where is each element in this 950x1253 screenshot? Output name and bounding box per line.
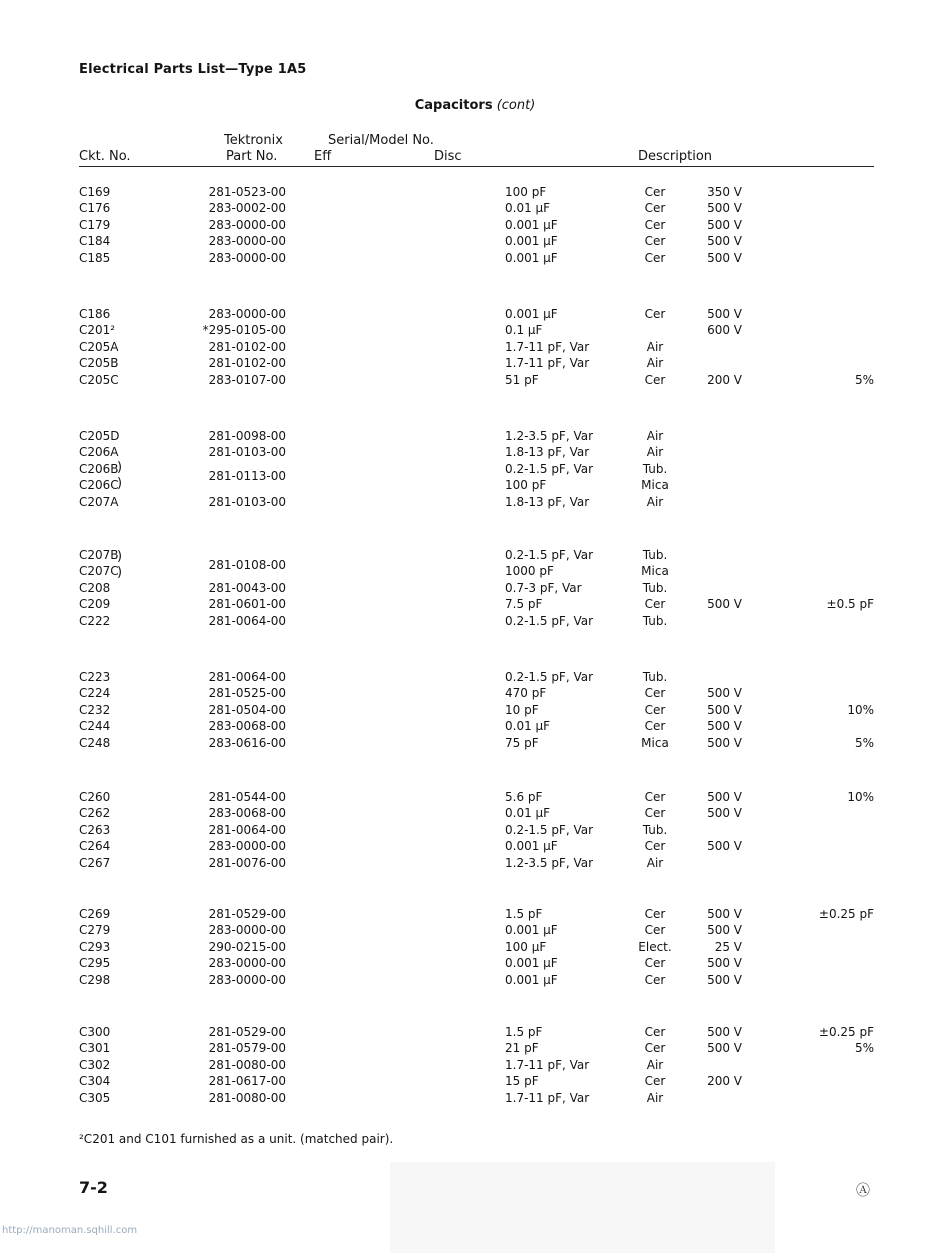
watermark-link[interactable]: http://manoman.sqhill.com — [2, 1225, 138, 1236]
description: 0.2-1.5 pF, Var — [505, 613, 594, 628]
part-number: 281-0617-00 — [208, 1074, 286, 1089]
description: 0.001 μF — [505, 234, 558, 249]
scan-smudge — [390, 1162, 775, 1253]
description: 470 pF — [505, 686, 547, 701]
tolerance: ±0.25 pF — [818, 907, 874, 921]
ckt-number: C300 — [79, 1025, 111, 1039]
page-header-title: Electrical Parts List—Type 1A5 — [79, 62, 307, 77]
voltage-rating: 500 V — [707, 217, 742, 232]
part-number: 281-0102-00 — [208, 356, 286, 371]
section-title-cont: (cont) — [496, 98, 536, 113]
part-number: 281-0043-00 — [208, 580, 286, 595]
tolerance: ±0.25 pF — [818, 1025, 874, 1039]
dielectric-type: Tub. — [642, 822, 668, 837]
description: 0.001 μF — [505, 217, 558, 232]
tolerance: 5% — [854, 735, 874, 750]
voltage-rating: 500 V — [707, 806, 742, 821]
ckt-number: C279 — [79, 923, 111, 938]
ckt-number: C222 — [79, 613, 111, 628]
ckt-number: C264 — [79, 839, 111, 854]
part-number: *295-0105-00 — [202, 323, 286, 338]
description: 1.7-11 pF, Var — [505, 1057, 590, 1072]
part-number: 281-0103-00 — [208, 445, 286, 460]
description: 0.001 μF — [505, 250, 558, 265]
shared-part-number: 281-0108-00 — [208, 558, 286, 572]
description: 5.6 pF — [505, 790, 543, 804]
dielectric-type: Air — [646, 855, 664, 870]
part-number: 281-0523-00 — [208, 185, 286, 199]
voltage-rating: 350 V — [707, 185, 742, 199]
voltage-rating: 500 V — [707, 307, 742, 321]
description: 1.2-3.5 pF, Var — [505, 429, 594, 443]
tolerance: 5% — [854, 1041, 874, 1056]
ckt-number: C207B — [79, 548, 119, 562]
dielectric-type: Cer — [644, 597, 666, 612]
voltage-rating: 500 V — [707, 839, 742, 854]
description: 15 pF — [505, 1074, 539, 1089]
ckt-number: C206B — [79, 461, 119, 476]
voltage-rating: 500 V — [707, 1041, 742, 1056]
ckt-number: C184 — [79, 234, 111, 249]
brace-icon: ) — [117, 549, 123, 564]
voltage-rating: 500 V — [707, 956, 742, 971]
part-number: 290-0215-00 — [208, 939, 286, 954]
dielectric-type: Tub. — [642, 548, 668, 562]
tolerance: ±0.5 pF — [826, 597, 874, 612]
part-number: 283-0000-00 — [208, 250, 286, 265]
dielectric-type: Air — [646, 429, 664, 443]
voltage-rating: 500 V — [707, 790, 742, 804]
footnote: ²C201 and C101 furnished as a unit. (matched pair). — [79, 1132, 394, 1146]
description: 100 μF — [505, 939, 547, 954]
description: 10 pF — [505, 702, 539, 717]
dielectric-type: Tub. — [642, 461, 668, 476]
description: 1.7-11 pF, Var — [505, 356, 590, 371]
description: 1.2-3.5 pF, Var — [505, 855, 594, 870]
dielectric-type: Air — [646, 445, 664, 460]
dielectric-type: Air — [646, 356, 664, 371]
part-number: 283-0000-00 — [208, 307, 286, 321]
description: 100 pF — [505, 478, 547, 493]
voltage-rating: 200 V — [707, 372, 742, 387]
ckt-number: C305 — [79, 1090, 111, 1105]
description: 0.001 μF — [505, 956, 558, 971]
part-number: 281-0525-00 — [208, 686, 286, 701]
ckt-number: C205D — [79, 429, 120, 443]
dielectric-type: Cer — [644, 806, 666, 821]
part-number: 281-0076-00 — [208, 855, 286, 870]
description: 51 pF — [505, 372, 539, 387]
voltage-rating: 500 V — [707, 686, 742, 701]
part-number: 281-0098-00 — [208, 429, 286, 443]
col-header-eff: Eff — [314, 149, 332, 164]
dielectric-type: Mica — [641, 564, 669, 579]
col-header-part-no: Part No. — [226, 149, 278, 164]
voltage-rating: 600 V — [707, 323, 742, 338]
col-header-serial-model: Serial/Model No. — [328, 133, 434, 148]
ckt-number: C223 — [79, 670, 111, 684]
col-header-tektronix: Tektronix — [224, 133, 283, 148]
page-number: 7-2 — [79, 1178, 108, 1197]
ckt-number: C248 — [79, 735, 111, 750]
voltage-rating: 500 V — [707, 735, 742, 750]
voltage-rating: 500 V — [707, 1025, 742, 1039]
part-number: 281-0529-00 — [208, 907, 286, 921]
dielectric-type: Cer — [644, 972, 666, 987]
part-number: 283-0068-00 — [208, 719, 286, 734]
col-header-ckt-no: Ckt. No. — [79, 149, 131, 164]
part-number: 283-0000-00 — [208, 923, 286, 938]
part-number: 283-0000-00 — [208, 972, 286, 987]
description: 0.001 μF — [505, 923, 558, 938]
description: 100 pF — [505, 185, 547, 199]
ckt-number: C206C — [79, 478, 119, 493]
voltage-rating: 500 V — [707, 597, 742, 612]
voltage-rating: 500 V — [707, 907, 742, 921]
description: 1.8-13 pF, Var — [505, 445, 590, 460]
dielectric-type: Air — [646, 494, 664, 509]
voltage-rating: 25 V — [714, 939, 742, 954]
description: 1.7-11 pF, Var — [505, 339, 590, 354]
tolerance: 10% — [847, 790, 874, 804]
part-number: 281-0579-00 — [208, 1041, 286, 1056]
dielectric-type: Tub. — [642, 580, 668, 595]
part-number: 281-0102-00 — [208, 339, 286, 354]
ckt-number: C224 — [79, 686, 111, 701]
voltage-rating: 200 V — [707, 1074, 742, 1089]
dielectric-type: Cer — [644, 1074, 666, 1089]
dielectric-type: Mica — [641, 478, 669, 493]
ckt-number: C232 — [79, 702, 111, 717]
dielectric-type: Cer — [644, 839, 666, 854]
brace-icon: ) — [117, 476, 123, 491]
dielectric-type: Mica — [641, 735, 669, 750]
description: 1.5 pF — [505, 1025, 543, 1039]
ckt-number: C260 — [79, 790, 111, 804]
ckt-number: C207C — [79, 564, 119, 579]
dielectric-type: Cer — [644, 234, 666, 249]
dielectric-type: Cer — [644, 1041, 666, 1056]
description: 0.1 μF — [505, 323, 543, 338]
voltage-rating: 500 V — [707, 923, 742, 938]
ckt-number: C201² — [79, 323, 116, 338]
description: 1.7-11 pF, Var — [505, 1090, 590, 1105]
ckt-number: C209 — [79, 597, 111, 612]
voltage-rating: 500 V — [707, 702, 742, 717]
ckt-number: C263 — [79, 822, 111, 837]
description: 0.2-1.5 pF, Var — [505, 822, 594, 837]
dielectric-type: Cer — [644, 372, 666, 387]
brace-icon: ) — [117, 460, 123, 475]
voltage-rating: 500 V — [707, 250, 742, 265]
ckt-number: C206A — [79, 445, 119, 460]
part-number: 281-0080-00 — [208, 1057, 286, 1072]
ckt-number: C205C — [79, 372, 119, 387]
description: 0.2-1.5 pF, Var — [505, 548, 594, 562]
shared-part-number: 281-0113-00 — [208, 469, 286, 483]
ckt-number: C244 — [79, 719, 111, 734]
voltage-rating: 500 V — [707, 201, 742, 216]
part-number: 281-0064-00 — [208, 822, 286, 837]
part-number: 281-0529-00 — [208, 1025, 286, 1039]
ckt-number: C269 — [79, 907, 111, 921]
voltage-rating: 500 V — [707, 972, 742, 987]
dielectric-type: Cer — [644, 790, 666, 804]
part-number: 283-0616-00 — [208, 735, 286, 750]
dielectric-type: Cer — [644, 1025, 666, 1039]
description: 0.001 μF — [505, 839, 558, 854]
ckt-number: C179 — [79, 217, 111, 232]
section-title-text: Capacitors — [414, 98, 493, 113]
ckt-number: C205A — [79, 339, 119, 354]
dielectric-type: Elect. — [638, 939, 672, 954]
description: 0.2-1.5 pF, Var — [505, 461, 594, 476]
ckt-number: C185 — [79, 250, 111, 265]
ckt-number: C302 — [79, 1057, 111, 1072]
voltage-rating: 500 V — [707, 234, 742, 249]
col-header-disc: Disc — [434, 149, 462, 164]
ckt-number: C304 — [79, 1074, 111, 1089]
brace-icon: ) — [117, 565, 123, 580]
dielectric-type: Cer — [644, 719, 666, 734]
section-title — [0, 98, 950, 113]
description: 1.8-13 pF, Var — [505, 494, 590, 509]
dielectric-type: Cer — [644, 250, 666, 265]
part-number: 281-0064-00 — [208, 670, 286, 684]
tektronix-logo-icon: Ⓐ — [856, 1183, 870, 1199]
dielectric-type: Cer — [644, 702, 666, 717]
ckt-number: C205B — [79, 356, 119, 371]
dielectric-type: Cer — [644, 185, 666, 199]
ckt-number: C207A — [79, 494, 119, 509]
col-header-description: Description — [638, 149, 713, 164]
description: 21 pF — [505, 1041, 539, 1056]
ckt-number: C262 — [79, 806, 111, 821]
description: 1.5 pF — [505, 907, 543, 921]
description: 75 pF — [505, 735, 539, 750]
dielectric-type: Cer — [644, 686, 666, 701]
part-number: 283-0002-00 — [208, 201, 286, 216]
dielectric-type: Air — [646, 339, 664, 354]
part-number: 281-0103-00 — [208, 494, 286, 509]
ckt-number: C208 — [79, 580, 111, 595]
part-number: 281-0601-00 — [208, 597, 286, 612]
part-number: 281-0064-00 — [208, 613, 286, 628]
description: 0.01 μF — [505, 719, 551, 734]
description: 0.001 μF — [505, 307, 558, 321]
part-number: 281-0504-00 — [208, 702, 286, 717]
description: 7.5 pF — [505, 597, 543, 612]
ckt-number: C295 — [79, 956, 111, 971]
part-number: 283-0107-00 — [208, 372, 286, 387]
dielectric-type: Air — [646, 1090, 664, 1105]
ckt-number: C298 — [79, 972, 111, 987]
dielectric-type: Cer — [644, 217, 666, 232]
dielectric-type: Tub. — [642, 670, 668, 684]
part-number: 283-0000-00 — [208, 839, 286, 854]
part-number: 283-0000-00 — [208, 234, 286, 249]
description: 1000 pF — [505, 564, 554, 579]
dielectric-type: Cer — [644, 907, 666, 921]
tolerance: 10% — [847, 702, 874, 717]
voltage-rating: 500 V — [707, 719, 742, 734]
tolerance: 5% — [854, 372, 874, 387]
ckt-number: C267 — [79, 855, 111, 870]
part-number: 283-0000-00 — [208, 956, 286, 971]
ckt-number: C301 — [79, 1041, 111, 1056]
ckt-number: C169 — [79, 185, 111, 199]
dielectric-type: Cer — [644, 201, 666, 216]
part-number: 281-0080-00 — [208, 1090, 286, 1105]
description: 0.01 μF — [505, 806, 551, 821]
dielectric-type: Cer — [644, 956, 666, 971]
description: 0.001 μF — [505, 972, 558, 987]
header-rule — [79, 166, 874, 167]
description: 0.7-3 pF, Var — [505, 580, 582, 595]
description: 0.2-1.5 pF, Var — [505, 670, 594, 684]
dielectric-type: Cer — [644, 923, 666, 938]
part-number: 283-0068-00 — [208, 806, 286, 821]
description: 0.01 μF — [505, 201, 551, 216]
ckt-number: C186 — [79, 307, 111, 321]
dielectric-type: Air — [646, 1057, 664, 1072]
ckt-number: C176 — [79, 201, 111, 216]
ckt-number: C293 — [79, 939, 111, 954]
part-number: 281-0544-00 — [208, 790, 286, 804]
part-number: 283-0000-00 — [208, 217, 286, 232]
dielectric-type: Cer — [644, 307, 666, 321]
dielectric-type: Tub. — [642, 613, 668, 628]
